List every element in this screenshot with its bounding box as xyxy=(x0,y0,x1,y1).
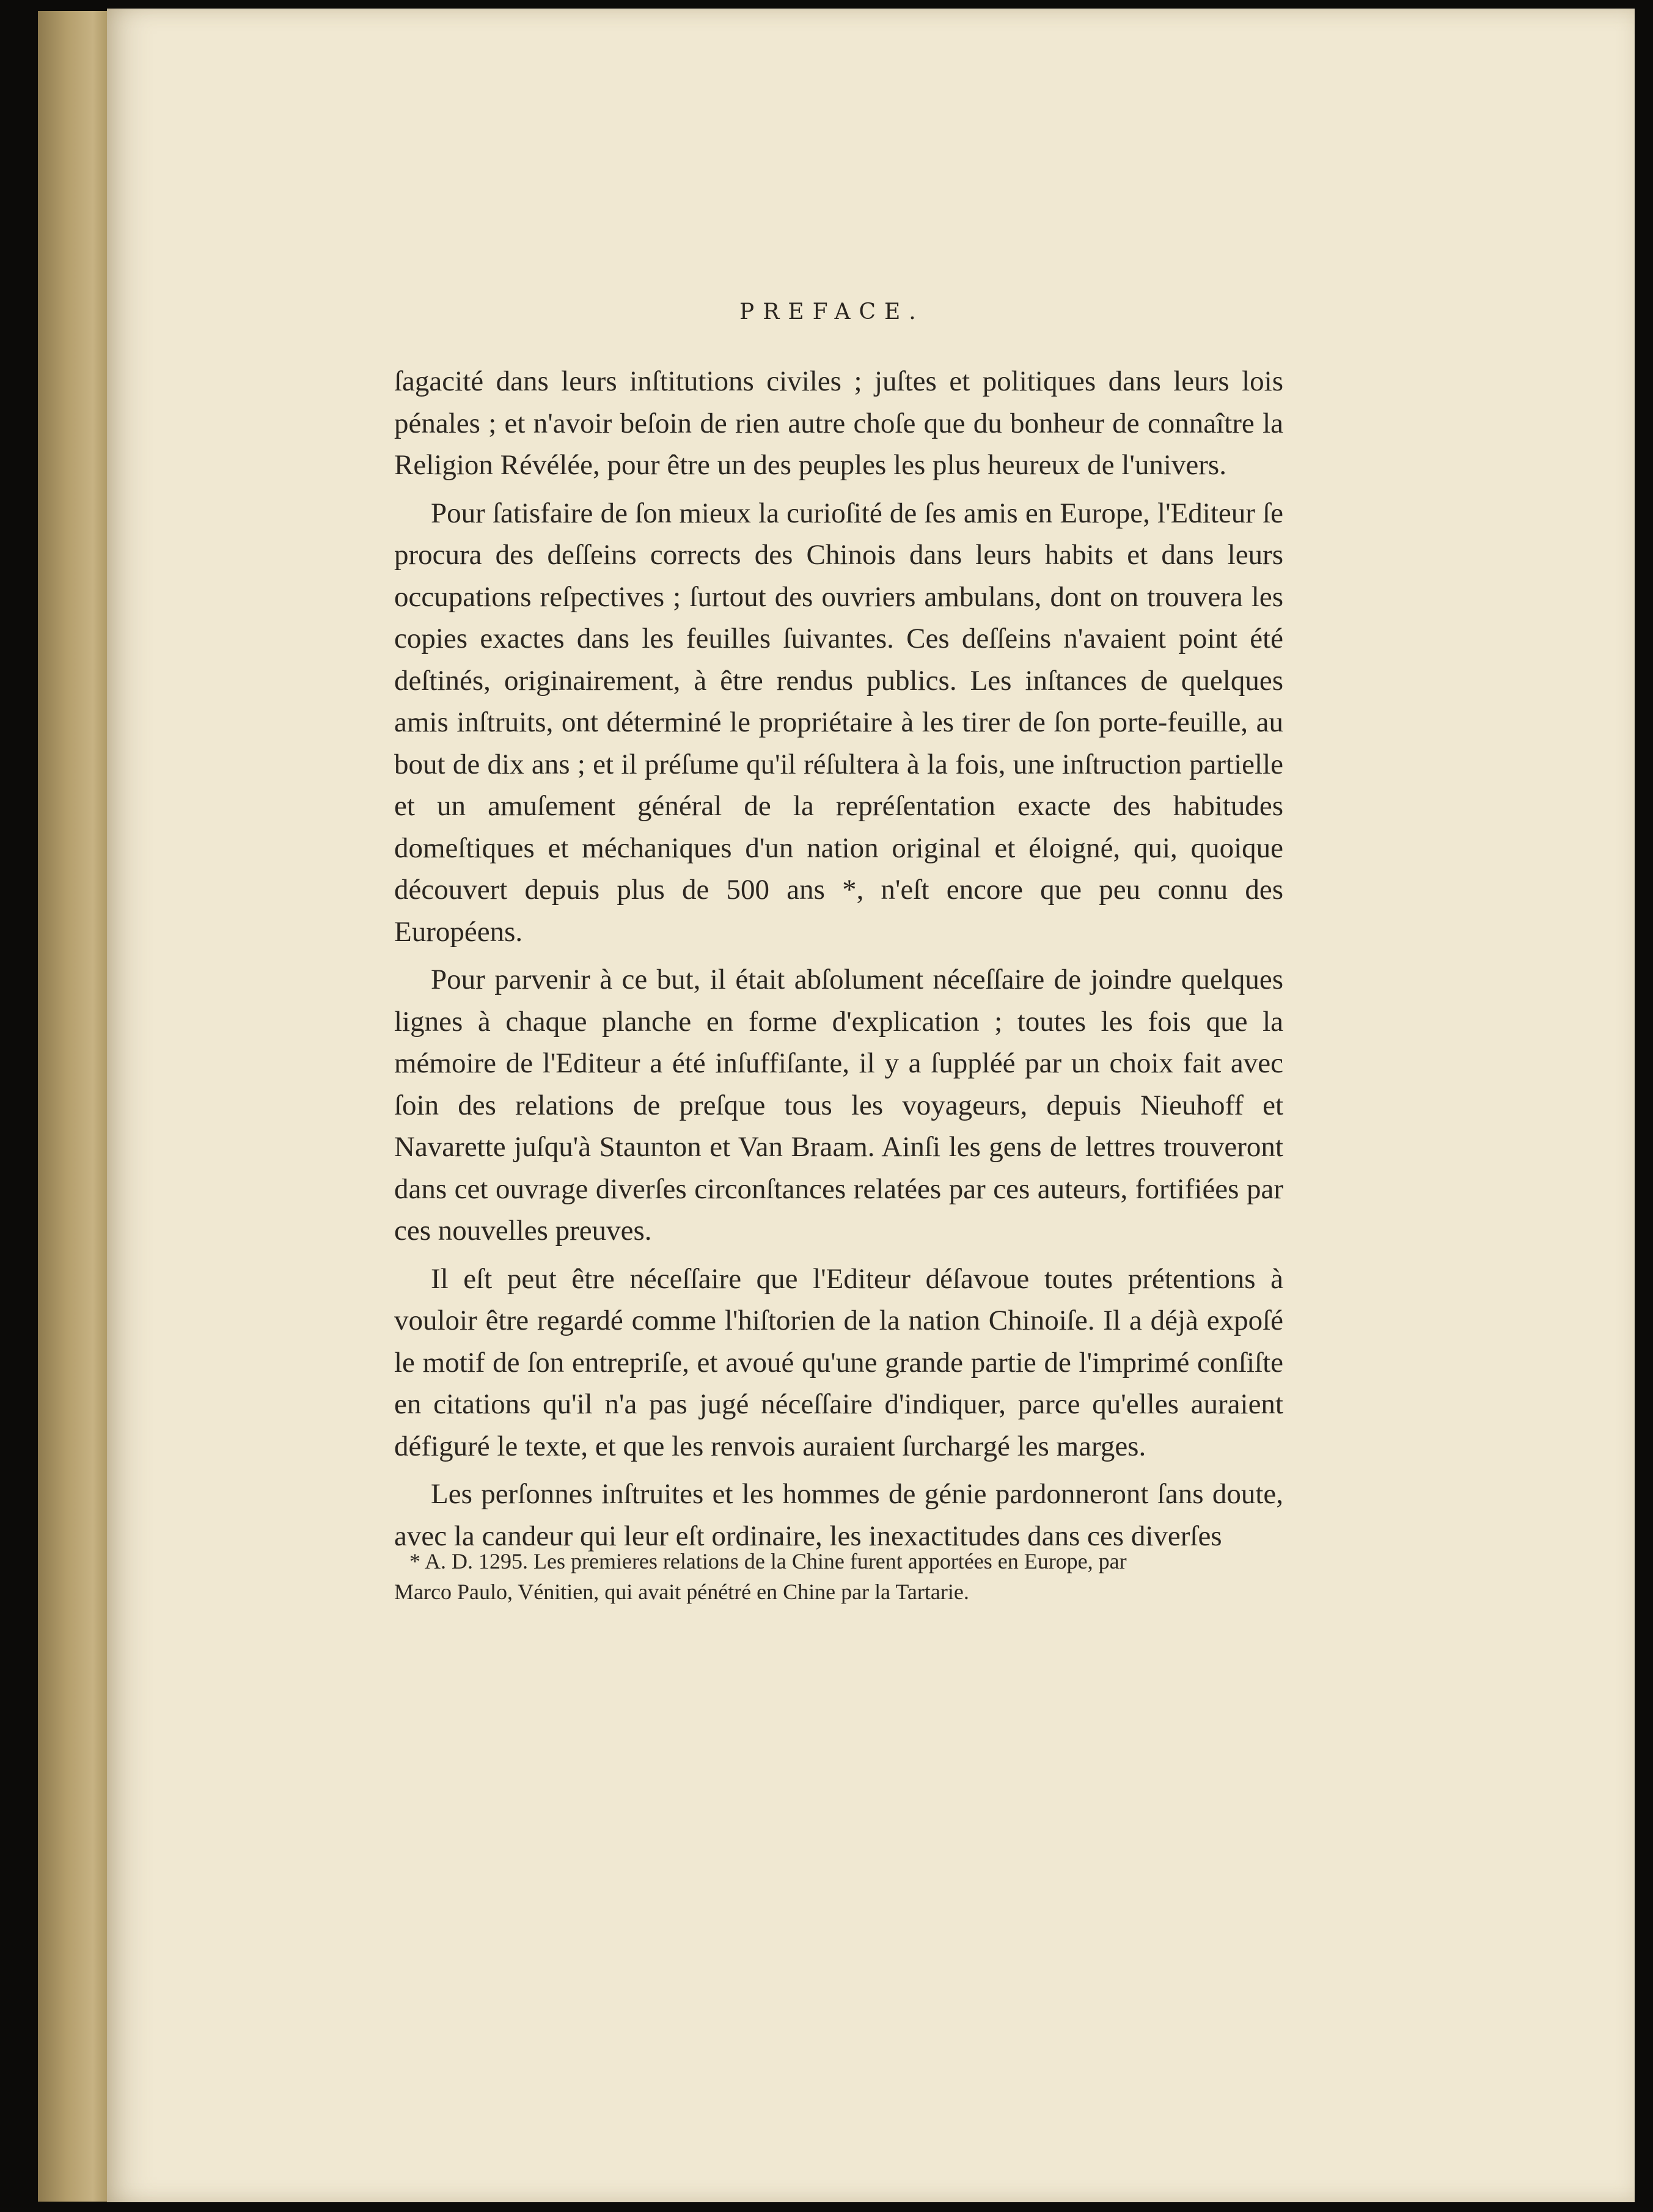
footnote xyxy=(394,1546,1289,1607)
page-title: PREFACE. xyxy=(739,299,925,324)
adjacent-page-edge xyxy=(38,11,111,2202)
paragraph-3: Pour parvenir à ce but, il était abſolument néceſſaire de joindre quelques lignes à chaque planche en forme d'explication ; toutes les fois que la mémoire de l'Editeur a été inſuffiſante, il y a ſuppléé par un choix fait avec ſoin des relations de preſque tous les voyageurs, depuis Nieuhoff et Navarette juſqu'à Staunton et Van Braam. Ainſi les gens de lettres trouveront dans cet ouvrage diverſes circonſtances relatées par ces auteurs, fortifiées par ces nouvelles preuves. xyxy=(394,964,1283,1247)
paragraph-1: ſagacité dans leurs inſtitutions civiles ; juſtes et politiques dans leurs lois pénales ; et n'avoir beſoin de rien autre choſe que du bonheur de connaître la Religion Révélée, pour être un des peuples les plus heureux de l'univers. xyxy=(394,365,1283,481)
paragraph-5: Les perſonnes inſtruites et les hommes de génie pardonneront ſans doute, avec la candeur qui leur eſt ordinaire, les inexactitudes dans ces diverſes xyxy=(394,1478,1283,1552)
paragraph-2: Pour ſatisfaire de ſon mieux la curioſité de ſes amis en Europe, l'Editeur ſe procura des deſſeins corrects des Chinois dans leurs habits et dans leurs occupations reſpectives ; ſurtout des ouvriers ambulans, dont on trouvera les copies exactes dans les feuilles ſuivantes. Ces deſſeins n'avaient point été deſtinés, originairement, à être rendus publics. Les inſtances de quelques amis inſtruits, ont déterminé le propriétaire à les tirer de ſon porte-feuille, au bout de dix ans ; et il préſume qu'il réſultera à la fois, une inſtruction partielle et un amuſement général de la repréſentation exacte des habitudes domeſtiques et méchaniques d'un nation original et éloigné, qui, quoique découvert depuis plus de 500 ans *, n'eſt encore que peu connu des Européens. xyxy=(394,497,1283,948)
body-text xyxy=(394,361,1283,1563)
footnote-line-1: * A. D. 1295. Les premieres relations de la Chine furent apportées en Europe, par xyxy=(409,1549,1127,1573)
paragraph-4: Il eſt peut être néceſſaire que l'Editeur déſavoue toutes prétentions à vouloir être regardé comme l'hiſtorien de la nation Chinoiſe. Il a déjà expoſé le motif de ſon entrepriſe, et avoué qu'une grande partie de l'imprimé conſiſte en citations qu'il n'a pas jugé néceſſaire d'indiquer, parce qu'elles auraient défiguré le texte, et que les renvois auraient ſurchargé les marges. xyxy=(394,1262,1283,1462)
footnote-line-2: Marco Paulo, Vénitien, qui avait pénétré en Chine par la Tartarie. xyxy=(394,1580,969,1604)
